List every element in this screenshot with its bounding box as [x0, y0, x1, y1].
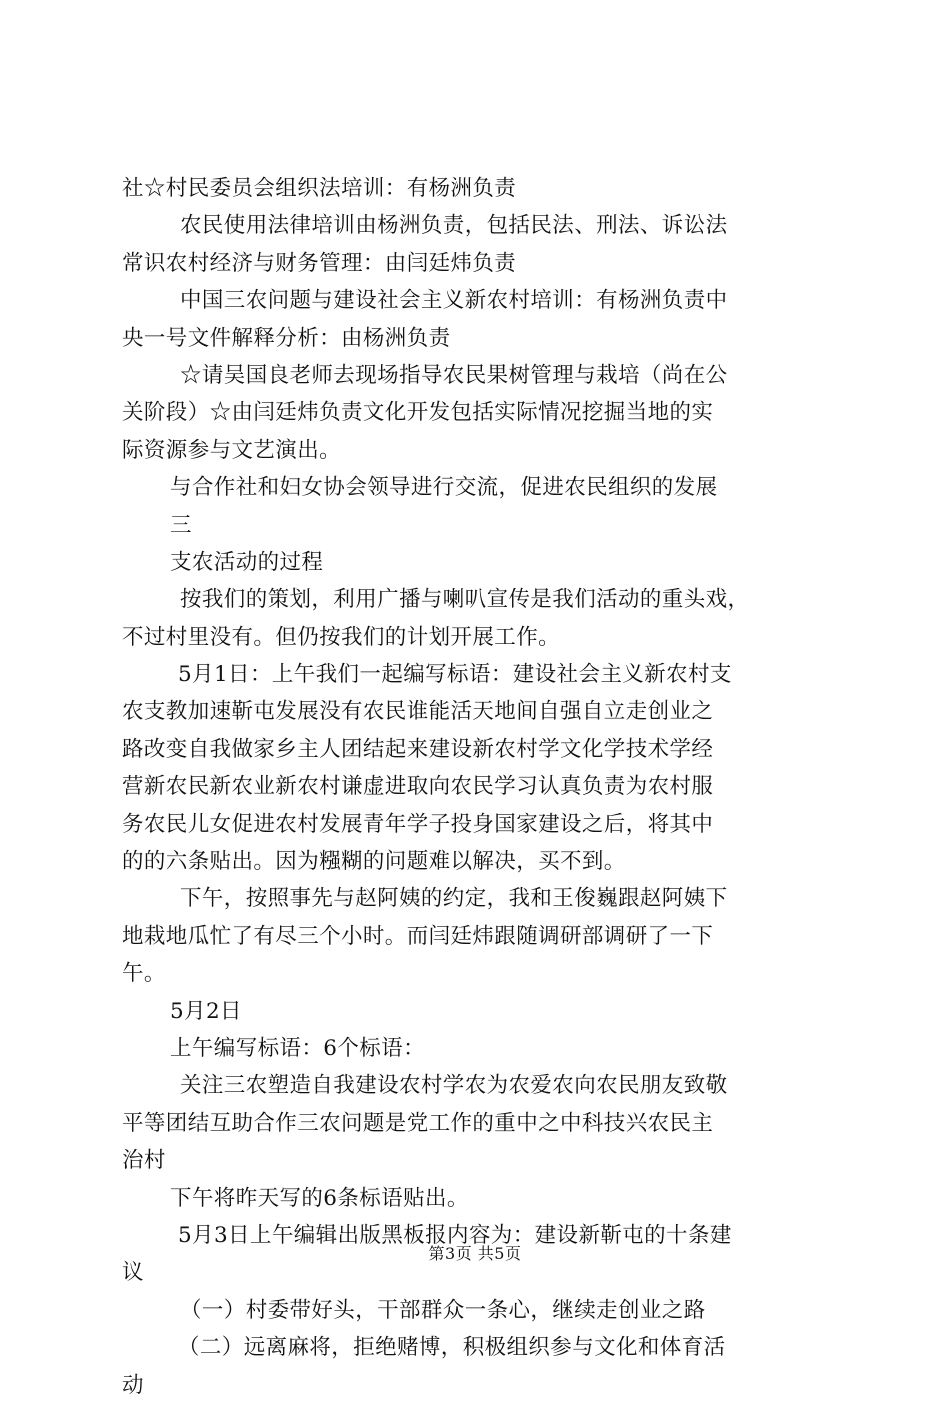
text-line: 议: [122, 1260, 144, 1286]
section-heading: 支农活动的过程: [170, 549, 324, 575]
text-line: 农民使用法律培训由杨洲负责，包括民法、刑法、诉讼法: [180, 213, 728, 239]
text-line: 午。: [122, 961, 166, 987]
date-heading: 5月2日: [170, 998, 242, 1024]
text-line: 上午编写标语：6个标语：: [170, 1035, 425, 1061]
text-line: 不过村里没有。但仍按我们的计划开展工作。: [122, 624, 561, 650]
text-line: 务农民儿女促进农村发展青年学子投身国家建设之后，将其中: [122, 811, 714, 837]
text-line: 下午将昨天写的6条标语贴出。: [170, 1185, 469, 1211]
section-number: 三: [170, 512, 192, 538]
text-line: 关注三农塑造自我建设农村学农为农爱农向农民朋友致敬: [180, 1073, 728, 1099]
text-line: 与合作社和妇女协会领导进行交流，促进农民组织的发展: [170, 475, 718, 501]
text-line: 央一号文件解释分析：由杨洲负责: [122, 325, 451, 351]
page-number-footer: 第3页 共5页: [428, 1244, 522, 1263]
text-line: 平等团结互助合作三农问题是党工作的重中之中科技兴农民主: [122, 1110, 714, 1136]
text-line: 际资源参与文艺演出。: [122, 437, 342, 463]
text-line: ☆请吴国良老师去现场指导农民果树管理与栽培（尚在公: [180, 362, 728, 388]
text-line: 地栽地瓜忙了有尽三个小时。而闫廷炜跟随调研部调研了一下: [122, 923, 714, 949]
list-item: （二）远离麻将，拒绝赌博，积极组织参与文化和体育活: [178, 1335, 726, 1361]
text-line: 治村: [122, 1148, 166, 1174]
text-line: 下午，按照事先与赵阿姨的约定，我和王俊巍跟赵阿姨下: [180, 886, 728, 912]
text-line: 常识农村经济与财务管理：由闫廷炜负责: [122, 250, 517, 276]
text-line: 路改变自我做家乡主人团结起来建设新农村学文化学技术学经: [122, 736, 714, 762]
text-line: 农支教加速靳屯发展没有农民谁能活天地间自强自立走创业之: [122, 699, 714, 725]
text-line: 动: [122, 1372, 144, 1398]
text-line: 社☆村民委员会组织法培训：有杨洲负责: [122, 176, 517, 201]
text-line: 关阶段）☆由闫廷炜负责文化开发包括实际情况挖掘当地的实: [122, 400, 714, 426]
text-line: 5月1日：上午我们一起编写标语：建设社会主义新农村支: [178, 662, 732, 688]
document-body: [122, 170, 834, 1404]
text-line: 营新农民新农业新农村谦虚进取向农民学习认真负责为农村服: [122, 774, 714, 800]
text-line: 5月3日上午编辑出版黑板报内容为：建设新靳屯的十条建: [178, 1222, 732, 1248]
text-line: 按我们的策划，利用广播与喇叭宣传是我们活动的重头戏，: [180, 587, 750, 613]
text-line: 的的六条贴出。因为糨糊的问题难以解决，买不到。: [122, 849, 626, 875]
list-item: （一）村委带好头，干部群众一条心，继续走创业之路: [180, 1297, 706, 1323]
text-line: 中国三农问题与建设社会主义新农村培训：有杨洲负责中: [180, 288, 728, 314]
